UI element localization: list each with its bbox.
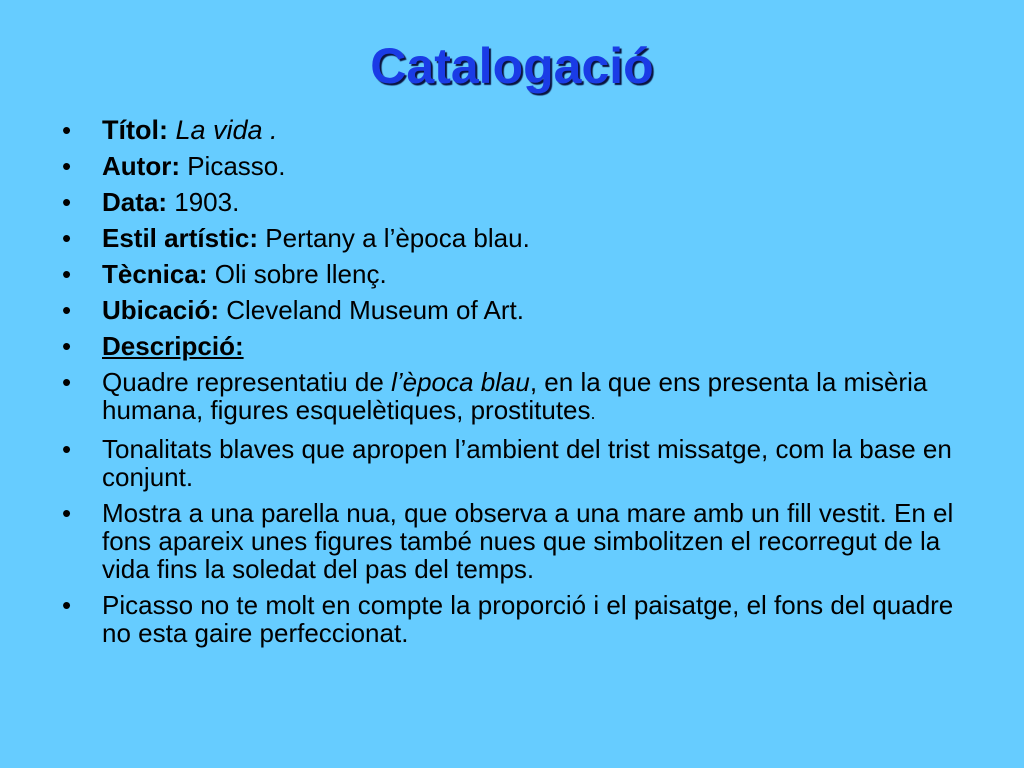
bullet-tecnica: [62, 260, 982, 288]
bullet-data: [62, 188, 982, 216]
bullet-icon: •: [62, 151, 72, 181]
bullet-icon: •: [62, 223, 72, 253]
bullet-icon: •: [62, 259, 72, 289]
paragraph-text: Picasso no te molt en compte la proporció i el paisatge, el fons del quadre no esta gaire perfeccionat.: [102, 590, 954, 648]
field-label: Ubicació:: [102, 295, 220, 325]
field-label: Tècnica:: [102, 259, 208, 289]
bullet-autor: [62, 152, 982, 180]
field-value: Pertany a l’època blau.: [258, 223, 530, 253]
paragraph-text: Tonalitats blaves que apropen l’ambient del trist missatge, com la base en conjunt.: [102, 434, 952, 492]
paragraph-emphasis: l’època blau: [391, 367, 530, 397]
paragraph-text: , en la que ens presenta la misèria humana, figures esquelètiques, prostitutes: [102, 367, 928, 425]
bullet-icon: •: [62, 367, 72, 397]
slide-title: Catalogació: [370, 38, 654, 94]
bullet-icon: •: [62, 331, 72, 361]
field-value: La vida .: [167, 115, 278, 145]
bullet-paragraph-1: [62, 368, 982, 427]
bullet-icon: •: [62, 187, 72, 217]
bullet-titol: [62, 116, 982, 144]
bullet-icon: •: [62, 295, 72, 325]
bullet-estil: [62, 224, 982, 252]
bullet-paragraph-2: [62, 435, 982, 491]
bullet-icon: •: [62, 115, 72, 145]
bullet-descripcio: [62, 332, 982, 360]
bullet-icon: •: [62, 590, 72, 620]
bullet-paragraph-3: [62, 499, 982, 583]
bullet-list: [62, 116, 982, 655]
field-label: Títol:: [102, 115, 168, 145]
bullet-icon: •: [62, 434, 72, 464]
bullet-icon: •: [62, 498, 72, 528]
field-value: Cleveland Museum of Art.: [219, 295, 524, 325]
bullet-ubicacio: [62, 296, 982, 324]
paragraph-text: Mostra a una parella nua, que observa a una mare amb un fill vestit. En el fons apareix unes figures també nues que simbolitzen el recorregut de la vida fins la soledat del pas del temps.: [102, 498, 954, 584]
field-label: Data:: [102, 187, 168, 217]
field-value: Picasso.: [179, 151, 286, 181]
paragraph-text: Quadre representatiu de: [102, 367, 392, 397]
paragraph-end: .: [590, 403, 596, 423]
field-value: Oli sobre llenç.: [207, 259, 387, 289]
field-label: Autor:: [102, 151, 180, 181]
field-label: Estil artístic:: [102, 223, 259, 253]
field-value: 1903.: [167, 187, 240, 217]
bullet-paragraph-4: [62, 591, 982, 647]
description-heading: Descripció:: [102, 331, 244, 361]
